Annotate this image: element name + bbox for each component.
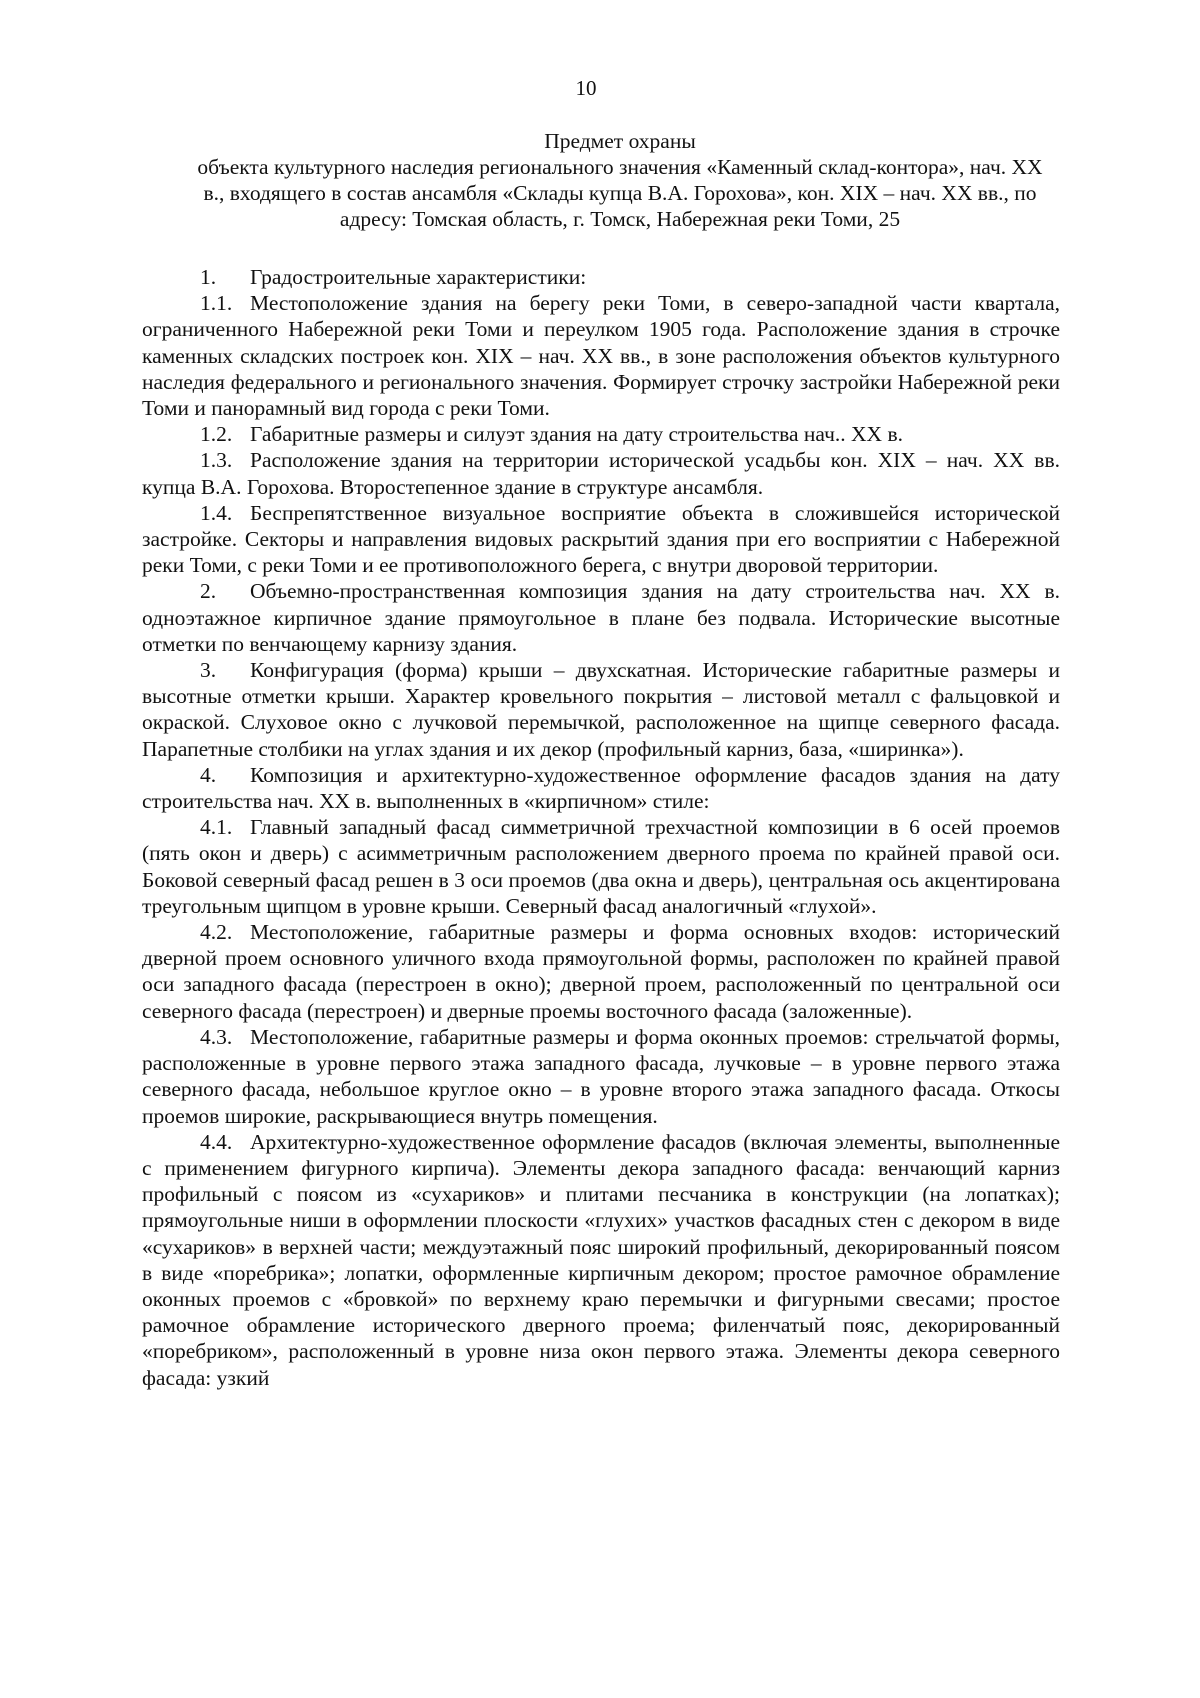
paragraph-text: Конфигурация (форма) крыши – двухскатная. Исторические габаритные размеры и высотные отметки крыши. Характер кровельного покрытия – листовой металл с фальцовкой и окраской. Слуховое окно с лучковой перемычкой, расположенное на щипце северного фасада. Парапетные столбики на углах здания и их декор (профильный карниз, база, «ширинка»). bbox=[142, 658, 1060, 761]
paragraph-number: 4.2. bbox=[200, 920, 233, 945]
paragraph-number: 4.3. bbox=[200, 1024, 233, 1049]
paragraph-number: 4.1. bbox=[200, 815, 233, 840]
paragraph-4-1 bbox=[142, 814, 1060, 919]
paragraph-text: Градостроительные характеристики: bbox=[250, 265, 587, 289]
paragraph-number: 1.3. bbox=[200, 448, 233, 473]
paragraph-text: Габаритные размеры и силуэт здания на дату строительства нач.. XX в. bbox=[250, 422, 903, 447]
paragraph-number: 3. bbox=[200, 658, 217, 683]
paragraph-number: 1.4. bbox=[200, 500, 233, 525]
paragraph-1-3 bbox=[142, 447, 1060, 499]
paragraph-text: Главный западный фасад симметричной трехчастной композиции в 6 осей проемов (пять окон и дверь) с асимметричным расположением дверного проема по крайней правой оси. Боковой северный фасад решен в 3 оси проемов (два окна и дверь), центральная ось акцентирована треугольным щипцом в уровне крыши. Северный фасад аналогичный «глухой». bbox=[142, 815, 1060, 918]
paragraph-text: Расположение здания на территории исторической усадьбы кон. XIX – нач. XX вв. купца В.А. Горохова. Второстепенное здание в структуре ансамбля. bbox=[142, 448, 1060, 499]
document-header bbox=[190, 128, 1050, 232]
paragraph-1 bbox=[142, 264, 1060, 290]
paragraph-text: Композиция и архитектурно-художественное оформление фасадов здания на дату строительства нач. XX в. выполненных в «кирпичном» стиле: bbox=[142, 762, 1060, 814]
document-subtitle: объекта культурного наследия регионального значения «Каменный склад-контора», нач. XX в., входящего в состав ансамбля «Склады купца В.А. Горохова», кон. XIX – нач. XX вв., по адресу: Томская область, г. Томск, Набережная реки Томи, 25 bbox=[197, 155, 1043, 231]
paragraph-1-2 bbox=[142, 421, 1060, 447]
paragraph-text: Местоположение здания на берегу реки Томи, в северо-западной части квартала, ограниченного Набережной реки Томи и переулком 1905 года. Расположение здания в строчке каменных складских построек кон. XIX – нач. XX вв., в зоне расположения объектов культурного наследия федерального и регионального значения. Формирует строчку застройки Набережной реки Томи и панорамный вид города с реки Томи. bbox=[142, 291, 1060, 421]
paragraph-4-3 bbox=[142, 1024, 1060, 1129]
document-title: Предмет охраны bbox=[544, 129, 696, 153]
page-number: 10 bbox=[575, 76, 597, 100]
paragraph-text: Местоположение, габаритные размеры и форма основных входов: исторический дверной проем основного уличного входа прямоугольной формы, расположен по крайней правой оси западного фасада (перестроен в окно); дверной проем, расположенный по центральной оси северного фасада (перестроен) и дверные проемы восточного фасада (заложенные). bbox=[142, 920, 1060, 1023]
paragraph-1-4 bbox=[142, 500, 1060, 579]
paragraph-1-1 bbox=[142, 290, 1060, 421]
paragraph-4-4 bbox=[142, 1129, 1060, 1391]
paragraph-text: Архитектурно-художественное оформление фасадов (включая элементы, выполненные с применением фигурного кирпича). Элементы декора западного фасада: венчающий карниз профильный с поясом из «сухариков» и плитами песчаника в конструкции (на лопатках); прямоугольные ниши в оформлении плоскости «глухих» участков фасадных стен с декором в виде «сухариков» в верхней части; междуэтажный пояс широкий профильный, декорированный поясом в виде «поребрика»; лопатки, оформленные кирпичным декором; простое рамочное обрамление оконных проемов с «бровкой» по верхнему краю перемычки и фигурными свесами; простое рамочное обрамление исторического дверного проема; филенчатый пояс, декорированный «поребриком», расположенный в уровне низа окон первого этажа. Элементы декора северного фасада: узкий bbox=[142, 1129, 1060, 1390]
paragraph-number: 1. bbox=[200, 265, 217, 289]
paragraph-number: 1.1. bbox=[200, 291, 233, 316]
paragraph-text: Беспрепятственное визуальное восприятие объекта в сложившейся исторической застройке. Секторы и направления видовых раскрытий здания при его восприятии с Набережной реки Томи, с реки Томи и ее противоположного берега, с внутри дворовой территории. bbox=[142, 500, 1060, 578]
paragraph-number: 2. bbox=[200, 579, 217, 604]
paragraph-4 bbox=[142, 762, 1060, 814]
paragraph-4-2 bbox=[142, 919, 1060, 1024]
paragraph-number: 4. bbox=[200, 762, 217, 787]
paragraph-text: Местоположение, габаритные размеры и форма оконных проемов: стрельчатой формы, расположенные в уровне первого этажа западного фасада, лучковые – в уровне первого этажа северного фасада, небольшое круглое окно – в уровне второго этажа западного фасада. Откосы проемов широкие, раскрывающиеся внутрь помещения. bbox=[142, 1024, 1060, 1128]
paragraph-3 bbox=[142, 657, 1060, 762]
paragraph-number: 4.4. bbox=[200, 1129, 233, 1154]
paragraph-number: 1.2. bbox=[200, 422, 233, 447]
paragraph-text: Объемно-пространственная композиция здания на дату строительства нач. XX в. одноэтажное кирпичное здание прямоугольное в плане без подвала. Исторические высотные отметки по венчающему карнизу здания. bbox=[142, 579, 1060, 656]
paragraph-2 bbox=[142, 578, 1060, 657]
document-body bbox=[142, 264, 1060, 1391]
